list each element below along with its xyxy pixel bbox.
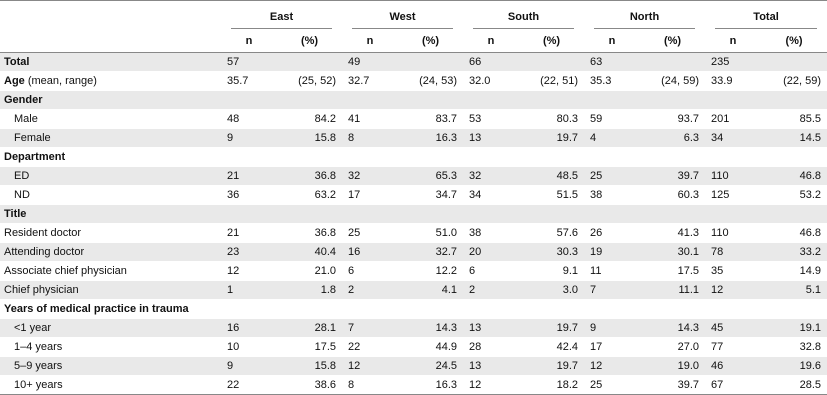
cell-n: 17 xyxy=(590,341,603,353)
cell-n: 13 xyxy=(463,129,519,148)
row-label-text: Title xyxy=(4,208,27,220)
cell-pct: 14.5 xyxy=(761,129,827,148)
row-label xyxy=(0,148,221,167)
header-sub-row xyxy=(0,30,827,53)
cell-pct: 51.5 xyxy=(556,189,579,201)
table-row xyxy=(0,224,827,243)
cell-pct: 83.7 xyxy=(435,113,457,125)
cell-pct xyxy=(277,205,342,224)
cell-pct: 14.3 xyxy=(640,319,705,338)
cell-n: 48 xyxy=(227,113,240,125)
cell-pct xyxy=(761,91,827,110)
cell-pct: 4.1 xyxy=(398,281,463,300)
cell-pct: 28.1 xyxy=(277,319,342,338)
cell-pct: 19.7 xyxy=(519,319,584,338)
cell-pct xyxy=(640,148,705,167)
cell-pct: 60.3 xyxy=(677,189,700,201)
cell-pct: 24.5 xyxy=(398,357,463,376)
table-row xyxy=(0,53,827,72)
header-group-north: North xyxy=(584,1,705,31)
cell-pct: 36.8 xyxy=(314,227,336,239)
cell-pct xyxy=(640,91,705,110)
cell-n xyxy=(584,148,640,167)
cell-pct: 46.8 xyxy=(799,227,822,239)
cell-pct xyxy=(398,91,463,110)
cell-pct: 17.5 xyxy=(677,265,700,277)
header-n: n xyxy=(729,35,737,47)
cell-pct: 48.5 xyxy=(519,167,584,186)
row-label xyxy=(0,262,221,281)
header-n: n xyxy=(245,35,253,47)
cell-n: 7 xyxy=(584,281,640,300)
cell-n: 13 xyxy=(463,319,519,338)
cell-n: 45 xyxy=(705,319,761,338)
header-n: n xyxy=(487,35,495,47)
cell-pct: 1.8 xyxy=(277,281,342,300)
cell-n: 4 xyxy=(584,129,640,148)
cell-n: 21 xyxy=(227,227,240,239)
row-label xyxy=(0,186,221,205)
cell-n: 77 xyxy=(711,341,724,353)
cell-pct xyxy=(398,205,463,224)
cell-n: 67 xyxy=(711,379,724,391)
row-label-suffix: (mean, range) xyxy=(24,75,97,87)
cell-n: 12 xyxy=(584,357,640,376)
cell-pct xyxy=(640,205,705,224)
cell-pct: 41.3 xyxy=(677,227,700,239)
row-label xyxy=(0,281,221,300)
header-pct: (%) xyxy=(542,35,561,47)
cell-n: 32 xyxy=(463,167,519,186)
row-label-text: Chief physician xyxy=(4,284,79,296)
cell-n: 41 xyxy=(348,113,361,125)
cell-pct xyxy=(519,205,584,224)
cell-n: 110 xyxy=(711,227,729,239)
cell-n xyxy=(705,91,761,110)
cell-pct: 14.9 xyxy=(799,265,822,277)
cell-n: 32.7 xyxy=(348,75,370,87)
table-row xyxy=(0,300,827,319)
cell-n: 35.7 xyxy=(227,75,249,87)
cell-pct: 36.8 xyxy=(277,167,342,186)
cell-n: 16 xyxy=(342,243,398,262)
cell-n xyxy=(584,91,640,110)
cell-pct: 12.2 xyxy=(435,265,457,277)
table-row xyxy=(0,376,827,395)
cell-n: 38 xyxy=(469,227,482,239)
cell-pct xyxy=(761,53,827,72)
row-label xyxy=(0,338,221,357)
table-row xyxy=(0,357,827,376)
cell-pct xyxy=(277,148,342,167)
header-pct: (%) xyxy=(663,35,682,47)
row-label-text: Associate chief physician xyxy=(4,265,127,277)
cell-n: 34 xyxy=(705,129,761,148)
cell-pct: 21.0 xyxy=(314,265,336,277)
cell-pct xyxy=(398,300,463,319)
cell-n xyxy=(221,91,277,110)
cell-n: 12 xyxy=(227,265,240,277)
cell-pct xyxy=(277,53,342,72)
cell-n: 19 xyxy=(584,243,640,262)
cell-pct: 85.5 xyxy=(799,113,822,125)
cell-pct: 63.2 xyxy=(314,189,336,201)
cell-pct: 34.7 xyxy=(435,189,457,201)
row-label xyxy=(0,243,221,262)
row-label-text: <1 year xyxy=(14,322,51,334)
cell-n: 235 xyxy=(705,53,761,72)
cell-n: 34 xyxy=(469,189,482,201)
cell-pct: 32.8 xyxy=(799,341,822,353)
cell-n xyxy=(705,205,761,224)
cell-n: 49 xyxy=(342,53,398,72)
table-row xyxy=(0,338,827,357)
row-label-text: 10+ years xyxy=(14,379,63,391)
cell-pct: (22, 51) xyxy=(540,75,579,87)
cell-n: 9 xyxy=(221,357,277,376)
cell-n: 2 xyxy=(463,281,519,300)
cell-pct xyxy=(761,300,827,319)
cell-n: 125 xyxy=(711,189,730,201)
cell-n xyxy=(342,300,398,319)
row-label xyxy=(0,129,221,148)
cell-pct xyxy=(761,148,827,167)
cell-n: 22 xyxy=(348,341,361,353)
cell-pct: 33.2 xyxy=(761,243,827,262)
cell-pct: (24, 53) xyxy=(419,75,457,87)
cell-pct: 15.8 xyxy=(277,357,342,376)
cell-pct: (24, 59) xyxy=(661,75,700,87)
cell-pct: 28.5 xyxy=(799,379,822,391)
header-group-west: West xyxy=(342,1,463,31)
cell-pct xyxy=(761,205,827,224)
cell-n: 13 xyxy=(463,357,519,376)
cell-n xyxy=(342,205,398,224)
cell-pct: 40.4 xyxy=(277,243,342,262)
cell-pct xyxy=(398,53,463,72)
row-label-text: 1–4 years xyxy=(14,341,63,353)
cell-pct xyxy=(519,148,584,167)
cell-pct: 39.7 xyxy=(640,167,705,186)
row-label xyxy=(0,205,221,224)
cell-n xyxy=(463,300,519,319)
row-label-text: Years of medical practice in trauma xyxy=(4,303,189,315)
cell-pct: 46.8 xyxy=(761,167,827,186)
table-row xyxy=(0,91,827,110)
cell-n xyxy=(342,148,398,167)
row-label xyxy=(0,53,221,72)
cell-pct: 39.7 xyxy=(677,379,700,391)
cell-pct: 19.7 xyxy=(519,129,584,148)
row-label-text: Female xyxy=(14,132,51,144)
header-group-south: South xyxy=(463,1,584,31)
row-label-text: Attending doctor xyxy=(4,246,85,258)
cell-pct: 14.3 xyxy=(398,319,463,338)
cell-n: 201 xyxy=(711,113,730,125)
cell-pct: 16.3 xyxy=(398,129,463,148)
row-label xyxy=(0,91,221,110)
cell-n: 6 xyxy=(469,265,476,277)
table-row xyxy=(0,262,827,281)
cell-pct: 15.8 xyxy=(277,129,342,148)
cell-pct: 93.7 xyxy=(677,113,700,125)
cell-pct: 6.3 xyxy=(640,129,705,148)
cell-n: 25 xyxy=(584,167,640,186)
cell-pct: 3.0 xyxy=(519,281,584,300)
cell-n xyxy=(584,300,640,319)
cell-n: 59 xyxy=(590,113,603,125)
header-n: n xyxy=(366,35,374,47)
cell-pct: 30.1 xyxy=(640,243,705,262)
cell-n: 32.0 xyxy=(469,75,491,87)
cell-n: 21 xyxy=(221,167,277,186)
row-label-text: 5–9 years xyxy=(14,360,63,372)
cell-n: 63 xyxy=(584,53,640,72)
cell-n xyxy=(705,300,761,319)
cell-pct: 19.1 xyxy=(761,319,827,338)
cell-n: 36 xyxy=(227,189,240,201)
cell-pct: 65.3 xyxy=(398,167,463,186)
cell-n: 66 xyxy=(463,53,519,72)
header-corner xyxy=(0,1,221,31)
cell-n: 78 xyxy=(705,243,761,262)
row-label-text: ND xyxy=(14,189,30,201)
cell-pct xyxy=(277,91,342,110)
cell-n: 32 xyxy=(342,167,398,186)
cell-pct: 27.0 xyxy=(677,341,700,353)
header-pct: (%) xyxy=(421,35,440,47)
cell-pct: 9.1 xyxy=(562,265,579,277)
cell-n: 9 xyxy=(584,319,640,338)
cell-n xyxy=(584,205,640,224)
cell-n: 7 xyxy=(342,319,398,338)
cell-pct: 53.2 xyxy=(799,189,822,201)
table-body xyxy=(0,53,827,395)
row-label-text: Gender xyxy=(4,94,43,106)
cell-pct: 80.3 xyxy=(556,113,579,125)
row-label-text: Department xyxy=(4,151,66,163)
cell-pct: 17.5 xyxy=(314,341,336,353)
cell-n: 10 xyxy=(227,341,240,353)
cell-n xyxy=(342,91,398,110)
header-group-total: Total xyxy=(705,1,827,31)
cell-n: 35.3 xyxy=(590,75,612,87)
cell-n: 6 xyxy=(348,265,355,277)
cell-pct: 51.0 xyxy=(435,227,457,239)
cell-n: 53 xyxy=(469,113,482,125)
table-row xyxy=(0,148,827,167)
row-label-text: Male xyxy=(14,113,38,125)
cell-n: 20 xyxy=(463,243,519,262)
cell-n xyxy=(221,205,277,224)
cell-pct: (25, 52) xyxy=(298,75,336,87)
row-label xyxy=(0,319,221,338)
table-row xyxy=(0,205,827,224)
cell-pct: (22, 59) xyxy=(783,75,822,87)
cell-pct: 44.9 xyxy=(435,341,457,353)
row-label xyxy=(0,110,221,129)
header-group-east: East xyxy=(221,1,342,31)
cell-n: 38 xyxy=(590,189,603,201)
cell-n xyxy=(463,91,519,110)
cell-n: 25 xyxy=(348,227,361,239)
cell-n: 22 xyxy=(227,379,240,391)
cell-n: 8 xyxy=(348,379,355,391)
header-pct: (%) xyxy=(300,35,319,47)
row-label xyxy=(0,376,221,395)
table-row xyxy=(0,186,827,205)
cell-pct: 16.3 xyxy=(435,379,457,391)
row-label-text: Resident doctor xyxy=(4,227,82,239)
header-group-row xyxy=(0,1,827,31)
header-n: n xyxy=(608,35,616,47)
table-row xyxy=(0,243,827,262)
cell-n: 26 xyxy=(590,227,603,239)
row-label xyxy=(0,300,221,319)
cell-n xyxy=(463,148,519,167)
cell-n xyxy=(463,205,519,224)
cell-pct: 19.7 xyxy=(519,357,584,376)
cell-n: 12 xyxy=(705,281,761,300)
cell-pct: 57.6 xyxy=(556,227,579,239)
cell-n: 12 xyxy=(469,379,482,391)
cell-n: 23 xyxy=(221,243,277,262)
cell-n: 57 xyxy=(221,53,277,72)
cell-n: 33.9 xyxy=(711,75,733,87)
table-row xyxy=(0,72,827,91)
cell-n: 28 xyxy=(469,341,482,353)
cell-n: 2 xyxy=(342,281,398,300)
cell-n xyxy=(705,148,761,167)
cell-pct xyxy=(519,91,584,110)
cell-n: 1 xyxy=(221,281,277,300)
table-row xyxy=(0,319,827,338)
table-row xyxy=(0,110,827,129)
cell-pct: 38.6 xyxy=(314,379,336,391)
cell-pct xyxy=(640,53,705,72)
cell-pct: 5.1 xyxy=(761,281,827,300)
row-label-text: ED xyxy=(14,170,30,182)
cell-pct: 32.7 xyxy=(398,243,463,262)
cell-n: 25 xyxy=(590,379,603,391)
row-label-text: Total xyxy=(4,56,30,68)
cell-pct: 30.3 xyxy=(519,243,584,262)
cell-n: 17 xyxy=(348,189,361,201)
table-row xyxy=(0,281,827,300)
cell-n: 8 xyxy=(342,129,398,148)
table-row xyxy=(0,129,827,148)
cell-n xyxy=(221,300,277,319)
cell-pct: 84.2 xyxy=(314,113,336,125)
cell-pct: 19.0 xyxy=(640,357,705,376)
row-label xyxy=(0,167,221,186)
cell-pct xyxy=(277,300,342,319)
cell-pct xyxy=(640,300,705,319)
cell-n: 35 xyxy=(711,265,724,277)
header-pct: (%) xyxy=(785,35,803,47)
cell-pct: 19.6 xyxy=(761,357,827,376)
cell-n: 9 xyxy=(221,129,277,148)
cell-n xyxy=(221,148,277,167)
cell-n: 12 xyxy=(342,357,398,376)
row-label xyxy=(0,357,221,376)
cell-n: 16 xyxy=(221,319,277,338)
header-corner-sub xyxy=(0,30,221,53)
row-label xyxy=(0,224,221,243)
cell-pct xyxy=(398,148,463,167)
table-row xyxy=(0,167,827,186)
cell-n: 46 xyxy=(705,357,761,376)
cell-n: 110 xyxy=(705,167,761,186)
cell-pct xyxy=(519,300,584,319)
row-label-text: Age xyxy=(4,75,25,87)
cell-pct: 42.4 xyxy=(556,341,579,353)
cell-pct xyxy=(519,53,584,72)
cell-pct: 11.1 xyxy=(640,281,705,300)
cell-n: 11 xyxy=(590,265,602,277)
row-label xyxy=(0,72,221,91)
cell-pct: 18.2 xyxy=(556,379,579,391)
